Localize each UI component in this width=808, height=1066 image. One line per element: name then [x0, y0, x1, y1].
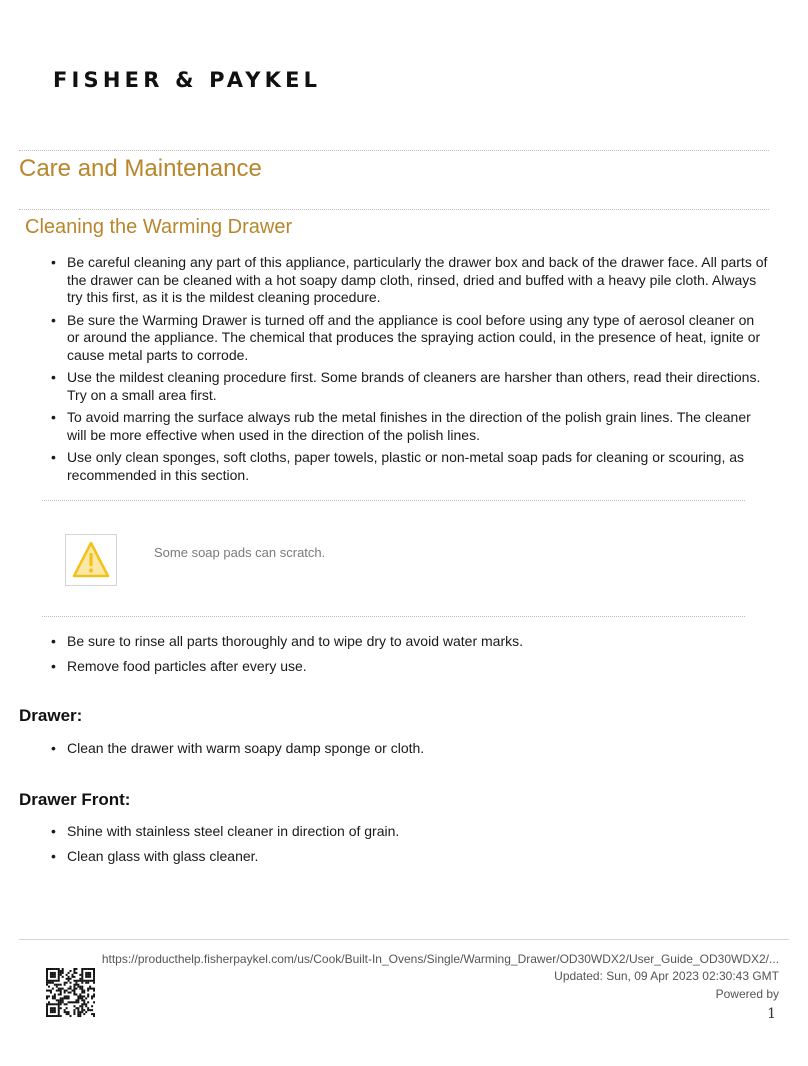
warning-box	[65, 534, 117, 586]
list-item: • Be sure the Warming Drawer is turned off and the appliance is cool before using any type of aerosol cleaner on or around the appliance. The chemical that produces the spraying action could, in the presence of heat, ignite or cause metal parts to corrode.	[48, 312, 768, 365]
list-item: • Remove food particles after every use.	[48, 658, 768, 676]
warning-text: Some soap pads can scratch.	[154, 545, 326, 560]
footer-url[interactable]: https://producthelp.fisherpaykel.com/us/Cook/Built-In_Ovens/Single/Warming_Drawer/OD30WDX2/User_Guide_OD30WDX2/...	[101, 952, 779, 966]
list-item: • Clean the drawer with warm soapy damp sponge or cloth.	[48, 740, 768, 758]
list-item: • Use the mildest cleaning procedure first. Some brands of cleaners are harsher than others, read their directions. Try on a small area first.	[48, 369, 768, 404]
footer-updated: Updated: Sun, 09 Apr 2023 02:30:43 GMT	[554, 969, 779, 983]
page-number: 1	[767, 1006, 776, 1022]
list-item: • Be careful cleaning any part of this appliance, particularly the drawer box and back of the drawer face. All parts of the drawer can be cleaned with a hot soapy damp cloth, rinsed, dried and buffed with a heavy pile cloth. Always try this first, as it is the mildest cleaning procedure.	[48, 254, 768, 307]
drawer-front-bullet-list	[48, 823, 768, 865]
qr-code-icon[interactable]	[46, 968, 95, 1017]
drawer-heading: Drawer:	[19, 706, 83, 725]
list-item: • Shine with stainless steel cleaner in direction of grain.	[48, 823, 768, 841]
intro-bullet-list	[48, 254, 768, 484]
brand-logo: FISHER & PAYKEL	[53, 68, 322, 92]
list-item: • Use only clean sponges, soft cloths, paper towels, plastic or non-metal soap pads for cleaning or scouring, as recommended in this section.	[48, 449, 768, 484]
list-item: • Clean glass with glass cleaner.	[48, 848, 768, 866]
divider	[19, 150, 769, 151]
warning-triangle-icon	[71, 540, 111, 580]
footer-powered-by: Powered by	[715, 987, 779, 1001]
list-item: • To avoid marring the surface always rub the metal finishes in the direction of the polish grain lines. The cleaner will be more effective when used in the direction of the polish lines.	[48, 409, 768, 444]
divider	[42, 616, 745, 617]
drawer-bullet-list	[48, 740, 768, 758]
drawer-front-heading: Drawer Front:	[19, 790, 131, 809]
list-item: • Be sure to rinse all parts thoroughly and to wipe dry to avoid water marks.	[48, 633, 768, 651]
footer-divider	[19, 939, 789, 940]
after-bullet-list	[48, 633, 768, 675]
divider	[42, 500, 745, 501]
page-title: Care and Maintenance	[19, 155, 262, 182]
section-title: Cleaning the Warming Drawer	[25, 216, 293, 238]
divider	[19, 209, 769, 210]
